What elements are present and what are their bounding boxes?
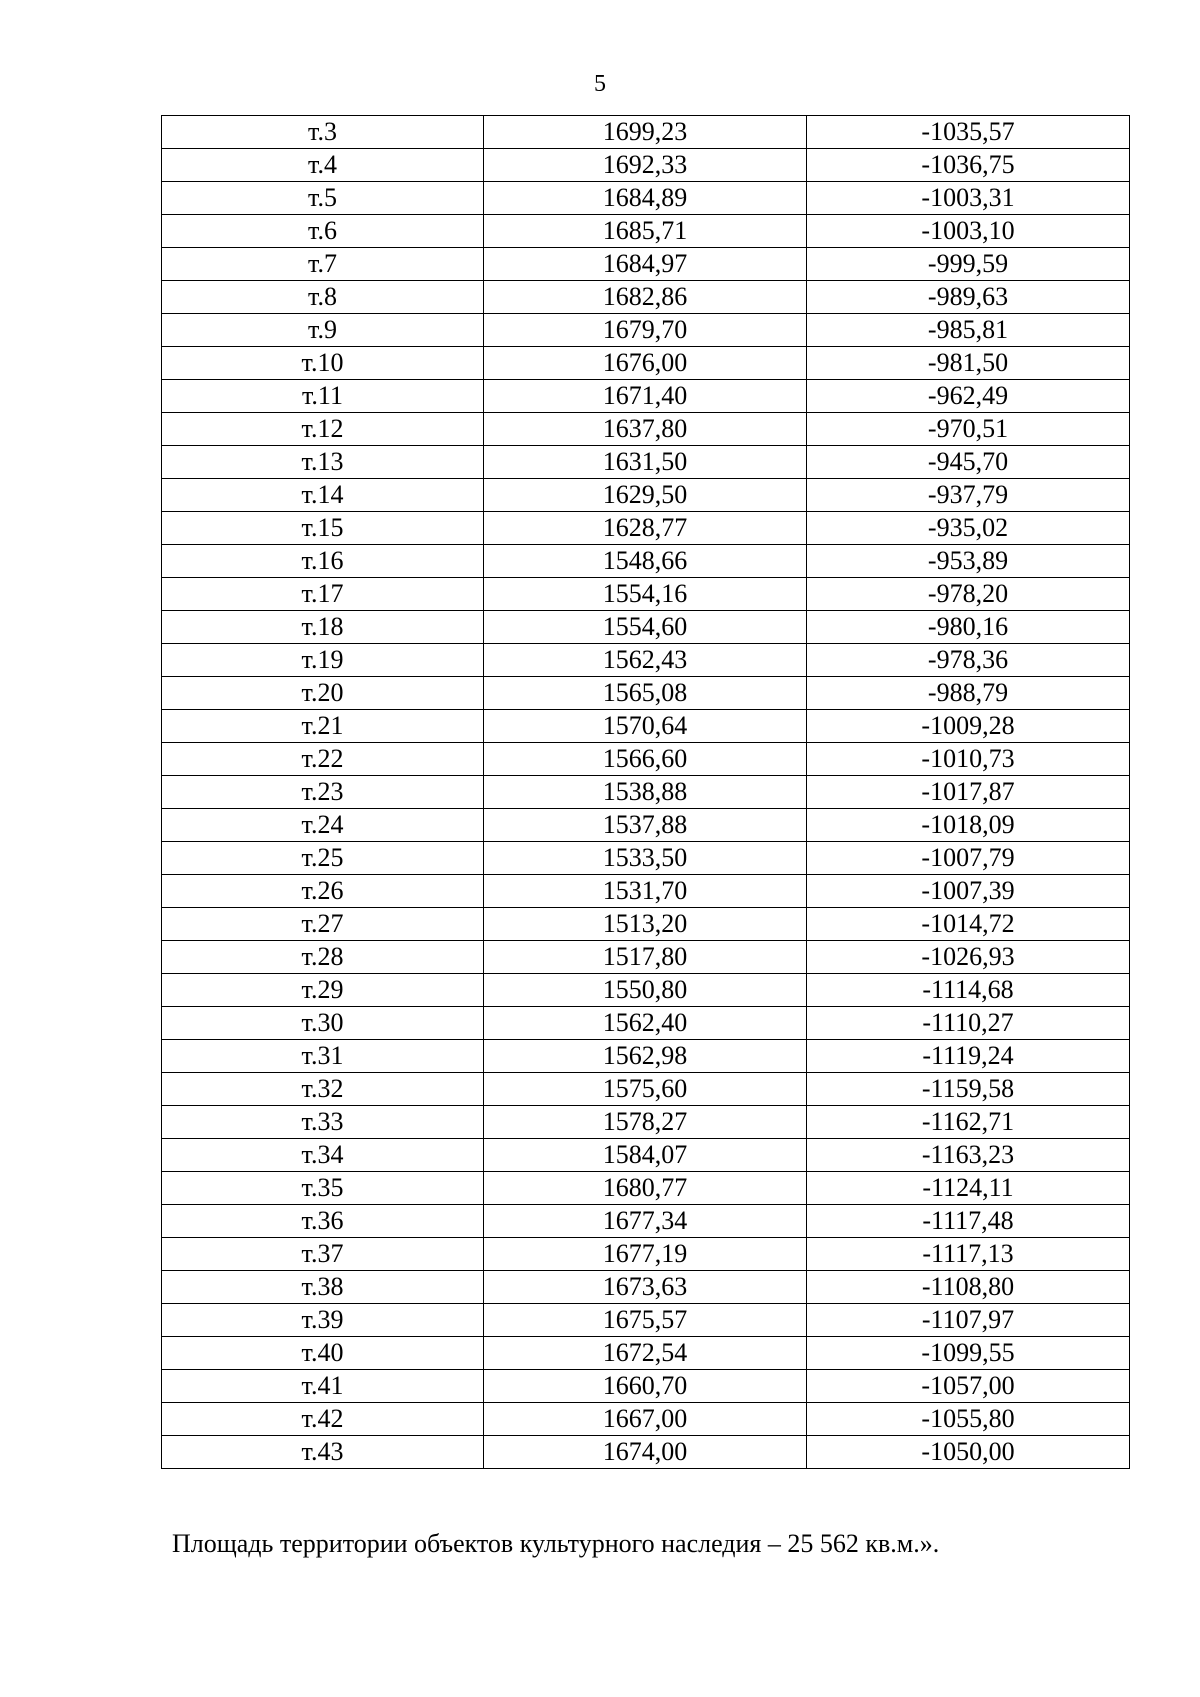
y-coordinate-cell: -1108,80 — [807, 1271, 1130, 1304]
table-row — [162, 644, 1130, 677]
y-coordinate-cell: -1107,97 — [807, 1304, 1130, 1337]
y-coordinate-cell: -1163,23 — [807, 1139, 1130, 1172]
table-row — [162, 380, 1130, 413]
table-row — [162, 182, 1130, 215]
x-coordinate-cell: 1517,80 — [484, 941, 807, 974]
y-coordinate-cell: -985,81 — [807, 314, 1130, 347]
point-label-cell: т.5 — [162, 182, 484, 215]
y-coordinate-cell: -945,70 — [807, 446, 1130, 479]
x-coordinate-cell: 1637,80 — [484, 413, 807, 446]
table-row — [162, 875, 1130, 908]
x-coordinate-cell: 1685,71 — [484, 215, 807, 248]
y-coordinate-cell: -1007,79 — [807, 842, 1130, 875]
point-label-cell: т.32 — [162, 1073, 484, 1106]
x-coordinate-cell: 1672,54 — [484, 1337, 807, 1370]
point-label-cell: т.9 — [162, 314, 484, 347]
y-coordinate-cell: -1003,31 — [807, 182, 1130, 215]
table-row — [162, 1007, 1130, 1040]
y-coordinate-cell: -962,49 — [807, 380, 1130, 413]
y-coordinate-cell: -1017,87 — [807, 776, 1130, 809]
x-coordinate-cell: 1538,88 — [484, 776, 807, 809]
x-coordinate-cell: 1692,33 — [484, 149, 807, 182]
table-row — [162, 347, 1130, 380]
table-row — [162, 248, 1130, 281]
table-row — [162, 281, 1130, 314]
point-label-cell: т.12 — [162, 413, 484, 446]
table-row — [162, 545, 1130, 578]
x-coordinate-cell: 1548,66 — [484, 545, 807, 578]
coordinates-table — [161, 115, 1130, 1469]
y-coordinate-cell: -1119,24 — [807, 1040, 1130, 1073]
point-label-cell: т.11 — [162, 380, 484, 413]
table-row — [162, 974, 1130, 1007]
x-coordinate-cell: 1674,00 — [484, 1436, 807, 1469]
table-row — [162, 1271, 1130, 1304]
x-coordinate-cell: 1676,00 — [484, 347, 807, 380]
y-coordinate-cell: -1009,28 — [807, 710, 1130, 743]
point-label-cell: т.40 — [162, 1337, 484, 1370]
point-label-cell: т.25 — [162, 842, 484, 875]
x-coordinate-cell: 1699,23 — [484, 116, 807, 149]
y-coordinate-cell: -1114,68 — [807, 974, 1130, 1007]
table-row — [162, 1172, 1130, 1205]
table-row — [162, 743, 1130, 776]
point-label-cell: т.37 — [162, 1238, 484, 1271]
point-label-cell: т.18 — [162, 611, 484, 644]
y-coordinate-cell: -1003,10 — [807, 215, 1130, 248]
y-coordinate-cell: -935,02 — [807, 512, 1130, 545]
point-label-cell: т.10 — [162, 347, 484, 380]
y-coordinate-cell: -953,89 — [807, 545, 1130, 578]
table-row — [162, 1304, 1130, 1337]
x-coordinate-cell: 1680,77 — [484, 1172, 807, 1205]
point-label-cell: т.38 — [162, 1271, 484, 1304]
x-coordinate-cell: 1629,50 — [484, 479, 807, 512]
x-coordinate-cell: 1566,60 — [484, 743, 807, 776]
table-row — [162, 1106, 1130, 1139]
x-coordinate-cell: 1562,98 — [484, 1040, 807, 1073]
point-label-cell: т.3 — [162, 116, 484, 149]
x-coordinate-cell: 1684,97 — [484, 248, 807, 281]
table-row — [162, 677, 1130, 710]
point-label-cell: т.8 — [162, 281, 484, 314]
table-row — [162, 314, 1130, 347]
point-label-cell: т.35 — [162, 1172, 484, 1205]
point-label-cell: т.33 — [162, 1106, 484, 1139]
x-coordinate-cell: 1675,57 — [484, 1304, 807, 1337]
table-row — [162, 809, 1130, 842]
point-label-cell: т.27 — [162, 908, 484, 941]
y-coordinate-cell: -1159,58 — [807, 1073, 1130, 1106]
point-label-cell: т.17 — [162, 578, 484, 611]
y-coordinate-cell: -1036,75 — [807, 149, 1130, 182]
point-label-cell: т.36 — [162, 1205, 484, 1238]
y-coordinate-cell: -1018,09 — [807, 809, 1130, 842]
y-coordinate-cell: -1010,73 — [807, 743, 1130, 776]
table-row — [162, 1139, 1130, 1172]
y-coordinate-cell: -1117,13 — [807, 1238, 1130, 1271]
table-row — [162, 446, 1130, 479]
point-label-cell: т.21 — [162, 710, 484, 743]
point-label-cell: т.15 — [162, 512, 484, 545]
point-label-cell: т.28 — [162, 941, 484, 974]
y-coordinate-cell: -978,36 — [807, 644, 1130, 677]
point-label-cell: т.16 — [162, 545, 484, 578]
x-coordinate-cell: 1660,70 — [484, 1370, 807, 1403]
point-label-cell: т.41 — [162, 1370, 484, 1403]
point-label-cell: т.39 — [162, 1304, 484, 1337]
table-row — [162, 1205, 1130, 1238]
y-coordinate-cell: -937,79 — [807, 479, 1130, 512]
table-row — [162, 1403, 1130, 1436]
point-label-cell: т.14 — [162, 479, 484, 512]
x-coordinate-cell: 1570,64 — [484, 710, 807, 743]
page-number: 5 — [594, 71, 606, 97]
y-coordinate-cell: -1110,27 — [807, 1007, 1130, 1040]
table-row — [162, 479, 1130, 512]
table-row — [162, 512, 1130, 545]
y-coordinate-cell: -1117,48 — [807, 1205, 1130, 1238]
y-coordinate-cell: -1026,93 — [807, 941, 1130, 974]
point-label-cell: т.20 — [162, 677, 484, 710]
x-coordinate-cell: 1682,86 — [484, 281, 807, 314]
point-label-cell: т.43 — [162, 1436, 484, 1469]
table-row — [162, 1337, 1130, 1370]
y-coordinate-cell: -980,16 — [807, 611, 1130, 644]
x-coordinate-cell: 1562,40 — [484, 1007, 807, 1040]
point-label-cell: т.13 — [162, 446, 484, 479]
table-row — [162, 578, 1130, 611]
table-row — [162, 842, 1130, 875]
y-coordinate-cell: -988,79 — [807, 677, 1130, 710]
x-coordinate-cell: 1513,20 — [484, 908, 807, 941]
x-coordinate-cell: 1578,27 — [484, 1106, 807, 1139]
y-coordinate-cell: -978,20 — [807, 578, 1130, 611]
y-coordinate-cell: -1099,55 — [807, 1337, 1130, 1370]
point-label-cell: т.29 — [162, 974, 484, 1007]
x-coordinate-cell: 1671,40 — [484, 380, 807, 413]
x-coordinate-cell: 1565,08 — [484, 677, 807, 710]
x-coordinate-cell: 1575,60 — [484, 1073, 807, 1106]
point-label-cell: т.22 — [162, 743, 484, 776]
point-label-cell: т.23 — [162, 776, 484, 809]
x-coordinate-cell: 1631,50 — [484, 446, 807, 479]
point-label-cell: т.26 — [162, 875, 484, 908]
table-row — [162, 1040, 1130, 1073]
x-coordinate-cell: 1667,00 — [484, 1403, 807, 1436]
y-coordinate-cell: -1050,00 — [807, 1436, 1130, 1469]
table-row — [162, 1370, 1130, 1403]
point-label-cell: т.30 — [162, 1007, 484, 1040]
table-row — [162, 941, 1130, 974]
coordinates-table-body — [162, 116, 1130, 1469]
x-coordinate-cell: 1677,19 — [484, 1238, 807, 1271]
y-coordinate-cell: -970,51 — [807, 413, 1130, 446]
x-coordinate-cell: 1554,16 — [484, 578, 807, 611]
x-coordinate-cell: 1584,07 — [484, 1139, 807, 1172]
x-coordinate-cell: 1677,34 — [484, 1205, 807, 1238]
table-row — [162, 776, 1130, 809]
y-coordinate-cell: -1124,11 — [807, 1172, 1130, 1205]
y-coordinate-cell: -1057,00 — [807, 1370, 1130, 1403]
area-note: Площадь территории объектов культурного наследия – 25 562 кв.м.». — [172, 1529, 940, 1558]
table-row — [162, 116, 1130, 149]
x-coordinate-cell: 1684,89 — [484, 182, 807, 215]
point-label-cell: т.34 — [162, 1139, 484, 1172]
point-label-cell: т.4 — [162, 149, 484, 182]
point-label-cell: т.19 — [162, 644, 484, 677]
table-row — [162, 710, 1130, 743]
y-coordinate-cell: -1055,80 — [807, 1403, 1130, 1436]
x-coordinate-cell: 1562,43 — [484, 644, 807, 677]
table-row — [162, 149, 1130, 182]
table-row — [162, 1073, 1130, 1106]
x-coordinate-cell: 1533,50 — [484, 842, 807, 875]
x-coordinate-cell: 1673,63 — [484, 1271, 807, 1304]
point-label-cell: т.24 — [162, 809, 484, 842]
point-label-cell: т.31 — [162, 1040, 484, 1073]
y-coordinate-cell: -1035,57 — [807, 116, 1130, 149]
table-row — [162, 215, 1130, 248]
point-label-cell: т.42 — [162, 1403, 484, 1436]
table-row — [162, 413, 1130, 446]
y-coordinate-cell: -981,50 — [807, 347, 1130, 380]
x-coordinate-cell: 1531,70 — [484, 875, 807, 908]
x-coordinate-cell: 1537,88 — [484, 809, 807, 842]
table-row — [162, 1238, 1130, 1271]
y-coordinate-cell: -989,63 — [807, 281, 1130, 314]
table-row — [162, 611, 1130, 644]
y-coordinate-cell: -1162,71 — [807, 1106, 1130, 1139]
y-coordinate-cell: -1014,72 — [807, 908, 1130, 941]
y-coordinate-cell: -999,59 — [807, 248, 1130, 281]
x-coordinate-cell: 1628,77 — [484, 512, 807, 545]
table-row — [162, 908, 1130, 941]
x-coordinate-cell: 1679,70 — [484, 314, 807, 347]
y-coordinate-cell: -1007,39 — [807, 875, 1130, 908]
x-coordinate-cell: 1554,60 — [484, 611, 807, 644]
point-label-cell: т.6 — [162, 215, 484, 248]
table-row — [162, 1436, 1130, 1469]
point-label-cell: т.7 — [162, 248, 484, 281]
x-coordinate-cell: 1550,80 — [484, 974, 807, 1007]
